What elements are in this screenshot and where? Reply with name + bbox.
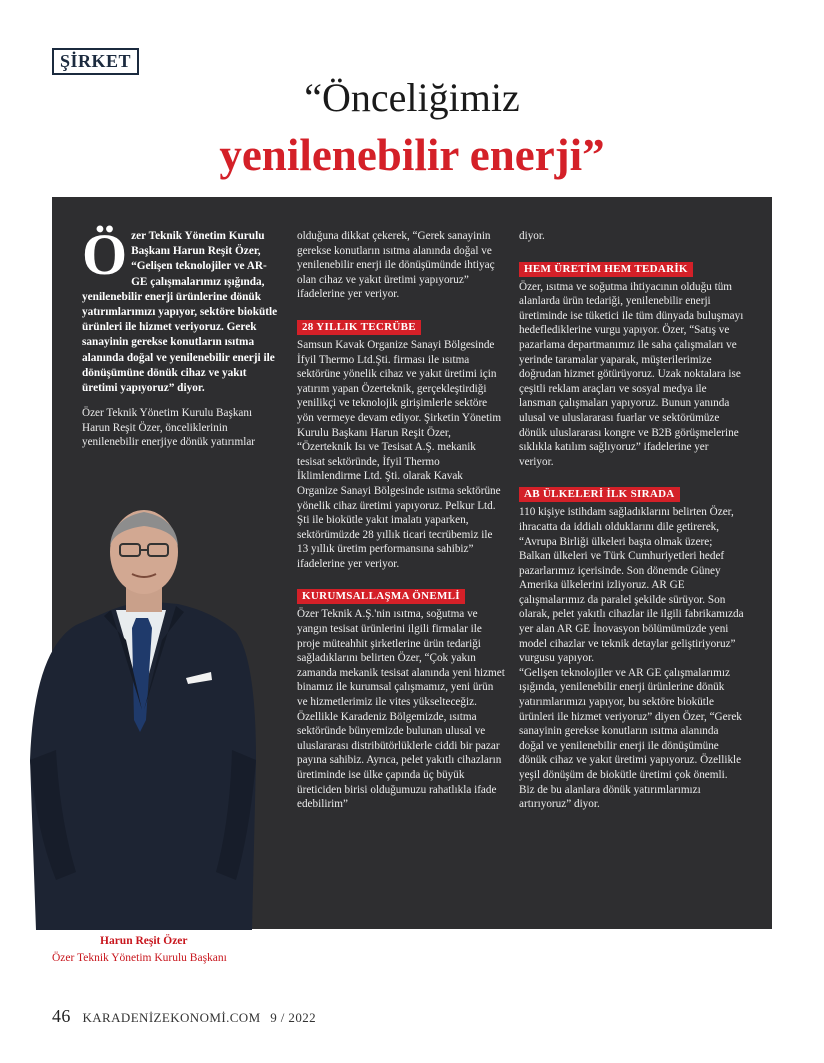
photo-caption-name: Harun Reşit Özer (100, 935, 188, 947)
headline-line-2: yenilenebilir enerji” (219, 130, 605, 180)
body-paragraph: 110 kişiye istihdam sağladıklarını belirten Özer, ihracatta da iddialı olduklarını dile getirerek, “Avrupa Birliği ülkeleri başta olmak üzere; Balkan ülkeleri ve Türk Cumhuriyetleri hedef pazarlarımız içerisinde. Son dönemde Güney Amerika ülkelerini izliyoruz. AR GE çalışmalarımız da paralel şekilde sürüyor. Son olarak, pelet yakıtlı cihazlar ile ilgili fabrikamızda yer alan AR GE İnovasyon bölümümüzde yeni model cihazlar ve teknik detaylar geliştiriyoruz” vurgusu yapıyor. (519, 506, 744, 665)
body-paragraph: Samsun Kavak Organize Sanayi Bölgesinde İfyil Thermo Ltd.Şti. firması ile ısıtma sektörüne yönelik cihaz ve yakıt üretimi için yatırım yapan Özerteknik, gerçekleştirdiği yenilikçi ve teknolojik girişimlerle sektöre yön vermeye devam ediyor. Şirketin Yönetim Kurulu Başkanı Harun Reşit Özer, “Özerteknik Isı ve Tesisat A.Ş. mekanik tesisat sektöründe, İfyil Thermo İklimlendirme Ltd. Şti. olarak Kavak Organize Sanayi Bölgesinde ısıtma sektörüne yönelik cihaz üretimi yapıyoruz. Pelkur Ltd. Şti ile biokütle yakıt imalatı yaparken, sektörümüzde 28 yıllık ticari tecrübemiz ile 13 yıllık üretim performansına sahibiz” ifadelerine yer veriyor. (297, 338, 502, 570)
section-label: ŞİRKET (52, 48, 139, 75)
headline-line-1: “Önceliğimiz (304, 75, 520, 120)
subheading: AB ÜLKELERİ İLK SIRADA (519, 487, 680, 502)
page-number: 46 (52, 1006, 71, 1026)
body-paragraph: Özer Teknik A.Ş.'nin ısıtma, soğutma ve yangın tesisat ürünlerini ilgili firmalar ile proje müteahhit şirketlerine ürün tedariği sağladıklarını belirten Özer, “Çok yakın zamanda mekanik tesisat alanında yeni hizmet binamız ile kurumsal çalışmamız, yeni ürün ve hizmetlerimiz ile vites yükselteceğiz. Özellikle Karadeniz Bölgemizde, ısıtma sektöründe bünyemizde bulunan ulusal ve uluslararası distribütörlüklerle ciddi bir pazar payına sahibiz. Ayrıca, pelet yakıtlı cihazların üretiminde ise ülke çapında üç büyük üreticiden birisi olduğumuzu rahatlıkla ifade edebilirim” (297, 608, 505, 811)
subheading: 28 YILLIK TECRÜBE (297, 320, 421, 335)
article-column-3 (519, 229, 745, 822)
body-paragraph: olduğuna dikkat çekerek, “Gerek sanayinin gerekse konutların ısıtma alanında doğal ve yenilenebilir enerji ile dönüşümünde ihtiyaç olan cihaz ve yakıt üretimi yapıyoruz” ifadelerine yer veriyor. (297, 230, 495, 301)
body-paragraph: Özer, ısıtma ve soğutma ihtiyacının olduğu tüm alanlarda ürün tedariği, yenilenebilir enerji üretiminde ise tüketici ile tüm dünyada buluşmayı hedeflediklerine vurgu yapıyor. Özer, “Satış ve pazarlama departmanımız ile saha çalışmaları ve yerinde taramalar yaparak, müşterilerimize doğrudan hizmet götürüyoruz. Uzak noktalara ise çeşitli reklam araçları ve sosyal medya ile lansman çalışmaları yapıyoruz. Bunun yanında ulusal ve uluslararası fuarlar ve sektörümüze dönük uluslararası kongre ve B2B görüşmelerine sıklıkla katılım sağlıyoruz” ifadelerine yer veriyor. (519, 280, 744, 468)
lead-text: zer Teknik Yönetim Kurulu Başkanı Harun Reşit Özer, “Gelişen teknolojiler ve AR-GE çalışmalarımız ışığında, yenilenebilir enerji ürünlerine dönük yatırımlarımızı yapıyor, sektöre biokütle ürünleri ile hizmet veriyoruz. Gerek sanayinin gerekse konutların ısıtma alanında doğal ve yenilenebilir enerji ile dönüşümüne dönük cihaz ve yakıt üretimi yapıyoruz” diyor. (82, 230, 278, 395)
body-paragraph: diyor. (519, 230, 545, 242)
subheading: HEM ÜRETİM HEM TEDARİK (519, 262, 693, 277)
article-column-1 (82, 222, 282, 460)
lead-paragraph (82, 222, 282, 396)
page-footer (52, 1006, 316, 1027)
portrait-photo (16, 500, 266, 930)
photo-caption-title: Özer Teknik Yönetim Kurulu Başkanı (52, 952, 227, 964)
subheading: KURUMSALLAŞMA ÖNEMLİ (297, 589, 465, 604)
body-paragraph: “Gelişen teknolojiler ve AR GE çalışmalarımız ışığında, yenilenebilir enerji ürünlerine dönük yatırımlarımızı yapıyor, bu sektöre biokütle ürünleri ile hizmet veriyoruz” diyen Özer, “Gerek sanayinin gerekse konutların ısıtma alanında doğal ve yenilenebilir enerji ile dönüşümüne dönük cihaz ve yakıt üretimi yapıyoruz. Özellikle yeşil dönüşüm de biokütle üretimi çok önemli. Biz de bu alanlara dönük yatırımlarımızı artırıyoruz” diyor. (519, 666, 742, 811)
issue-date: 9 / 2022 (270, 1010, 317, 1025)
publication-name: KARADENİZEKONOMİ.COM (82, 1010, 261, 1025)
drop-cap: Ö (82, 222, 128, 287)
article-column-2 (297, 229, 505, 822)
body-paragraph: Özer Teknik Yönetim Kurulu Başkanı Harun Reşit Özer, önceliklerinin yenilenebilir enerjiye dönük yatırımlar (82, 407, 256, 449)
